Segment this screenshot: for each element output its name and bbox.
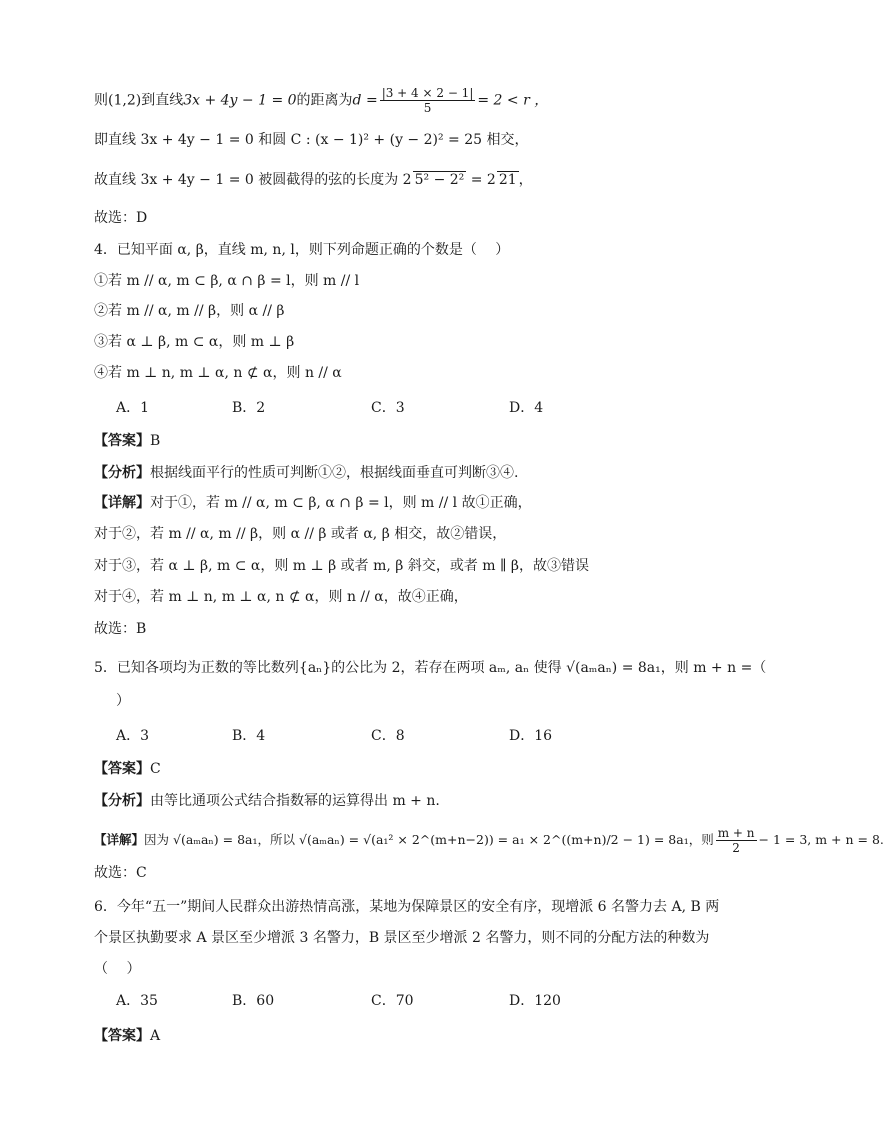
q5-analysis	[94, 790, 440, 812]
analysis-text: 由等比通项公式结合指数幂的运算得出 m + n.	[150, 793, 440, 809]
fraction-numerator: |3 + 4 × 2 − 1|	[381, 86, 474, 100]
answer-tag: 【答案】	[94, 1028, 150, 1044]
detail-text: 因为 √(aₘaₙ) = 8a₁，所以 √(aₘaₙ) = √(a₁² × 2^(m+n−2)) = a₁ × 2^((m+n)/2 − 1) = 8a₁，则	[144, 832, 714, 847]
analysis-tag: 【分析】	[94, 793, 150, 809]
q4-statement-2: ②若 m // α, m // β，则 α // β	[94, 303, 285, 319]
q4-stem: 4．已知平面 α, β，直线 m, n, l，则下列命题正确的个数是（ ）	[94, 242, 510, 258]
option-d: D．120	[509, 993, 561, 1009]
q4-detail-2: 对于②，若 m // α, m // β，则 α // β 或者 α, β 相交，故②错误，	[94, 526, 507, 542]
q4-statement-4: ④若 m ⊥ n, m ⊥ α, n ⊄ α，则 n // α	[94, 365, 342, 381]
answer-tag: 【答案】	[94, 761, 150, 777]
fraction-denominator: 2	[732, 841, 740, 855]
text: = 2	[466, 172, 496, 188]
q4-answer	[94, 430, 160, 452]
q4-detail-4: 对于④，若 m ⊥ n, m ⊥ α, n ⊄ α，则 n // α，故④正确，	[94, 589, 468, 605]
q4-choose: 故选：B	[94, 621, 147, 637]
option-c: C．3	[371, 400, 405, 416]
detail-text: − 1 = 3, m + n = 8.	[758, 832, 884, 847]
fraction-numerator: m + n	[717, 826, 755, 840]
detail-tag: 【详解】	[94, 495, 150, 511]
q6-stem-line-1: 6．今年“五一”期间人民群众出游热情高涨，某地为保障景区的安全有序，现增派 6 名警力去 A, B 两	[94, 899, 720, 915]
q4-detail-1	[94, 492, 532, 514]
option-a: A．1	[116, 400, 150, 416]
option-c: C．8	[371, 728, 405, 744]
q4-statement-1: ①若 m // α, m ⊂ β, α ∩ β = l，则 m // l	[94, 273, 360, 289]
distance-fraction	[380, 86, 476, 115]
detail-tag: 【详解】	[94, 832, 145, 847]
q5-choose: 故选：C	[94, 865, 147, 881]
detail-fraction	[716, 826, 757, 855]
q6-stem-line-3: （ ）	[94, 961, 141, 977]
option-a: A．35	[116, 993, 158, 1009]
text: 则(1,2)到直线	[94, 92, 184, 109]
option-b: B．2	[232, 400, 266, 416]
option-b: B．4	[232, 728, 266, 744]
math-expr: 3x + 4y − 1 = 0	[183, 92, 297, 109]
option-d: D．16	[509, 728, 553, 744]
option-a: A．3	[116, 728, 150, 744]
text: 故直线 3x + 4y − 1 = 0 被圆截得的弦的长度为 2	[94, 172, 412, 188]
solution-intersect-line: 即直线 3x + 4y − 1 = 0 和圆 C : (x − 1)² + (y − 2)² = 25 相交，	[94, 132, 529, 148]
q5-answer	[94, 758, 161, 780]
answer-value: C	[150, 761, 161, 777]
option-b: B．60	[232, 993, 275, 1009]
text: ，	[518, 172, 533, 188]
q5-detail	[94, 826, 884, 855]
option-c: C．70	[371, 993, 414, 1009]
q6-answer	[94, 1025, 160, 1047]
answer-value: B	[150, 433, 161, 449]
q5-stem-end: ）	[116, 693, 130, 709]
answer-tag: 【答案】	[94, 433, 150, 449]
analysis-tag: 【分析】	[94, 465, 150, 481]
sqrt-radicand: 21	[498, 172, 517, 188]
q5-stem: 5．已知各项均为正数的等比数列{aₙ}的公比为 2，若存在两项 aₘ, aₙ 使得 √(aₘaₙ) = 8a₁，则 m + n =（	[94, 660, 767, 676]
answer-value: A	[150, 1028, 161, 1044]
q4-analysis	[94, 462, 518, 484]
q4-statement-3: ③若 α ⊥ β, m ⊂ α，则 m ⊥ β	[94, 334, 295, 350]
fraction-denominator: 5	[423, 101, 432, 115]
prev-choose-line: 故选：D	[94, 210, 148, 226]
math-expr: d =	[352, 92, 378, 109]
q4-detail-3: 对于③，若 α ⊥ β, m ⊂ α，则 m ⊥ β 或者 m, β 斜交，或者 m ∥ β，故③错误	[94, 558, 590, 574]
option-d: D．4	[509, 400, 544, 416]
analysis-text: 根据线面平行的性质可判断①②，根据线面垂直可判断③④.	[150, 465, 519, 481]
detail-text: 对于①，若 m // α, m ⊂ β, α ∩ β = l，则 m // l 故①正确，	[150, 495, 532, 511]
solution-distance-line	[94, 86, 548, 115]
sqrt-radicand: 5² − 2²	[414, 172, 465, 188]
math-expr: = 2 < r ，	[477, 92, 549, 109]
q6-stem-line-2: 个景区执勤要求 A 景区至少增派 3 名警力，B 景区至少增派 2 名警力，则不同的分配方法的种数为	[94, 930, 710, 946]
text: 的距离为	[296, 92, 353, 109]
solution-chord-line	[94, 169, 533, 191]
